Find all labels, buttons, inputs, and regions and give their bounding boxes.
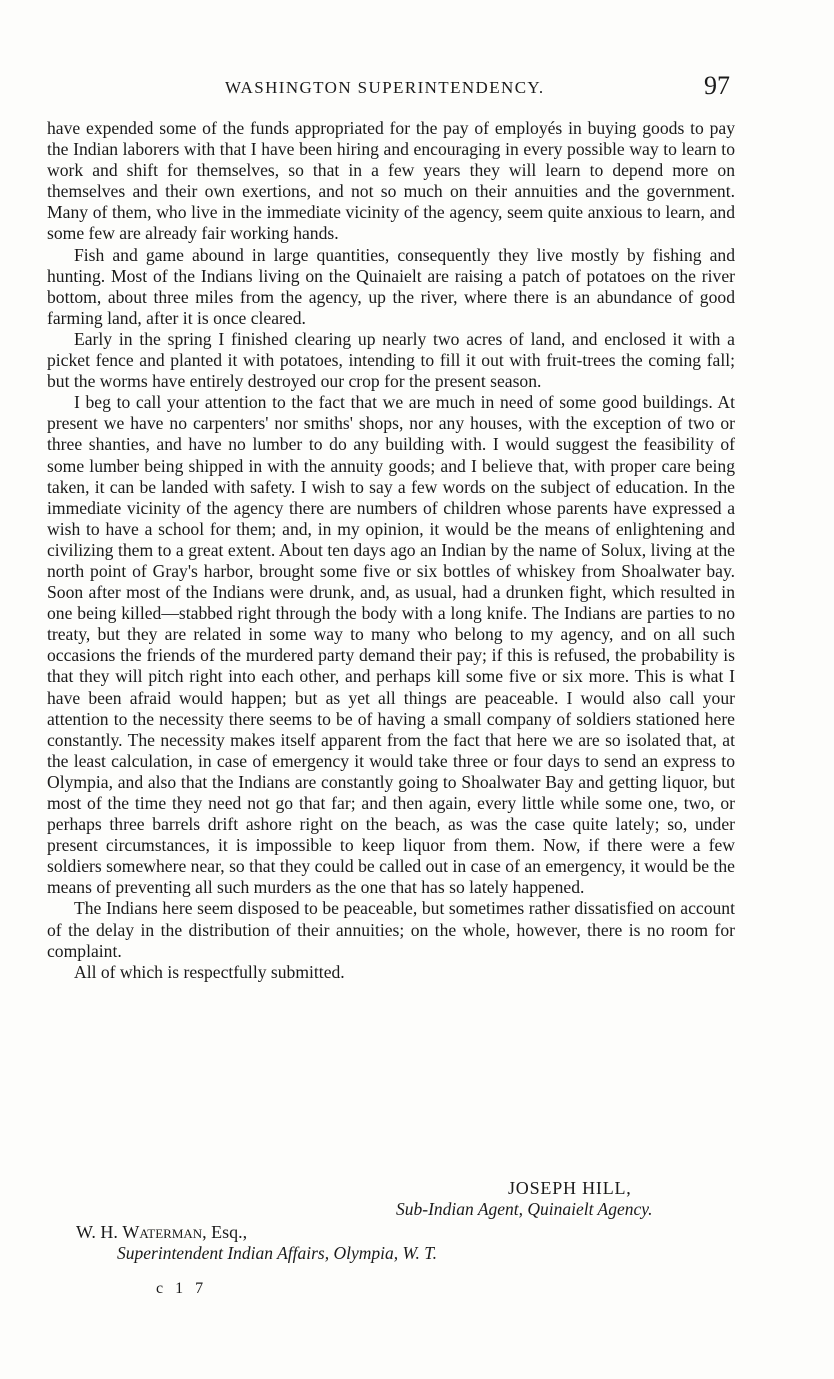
addressee-title: Superintendent Indian Affairs, Olympia, W. T. — [117, 1243, 438, 1263]
letter-body — [47, 118, 735, 983]
addressee-suffix: , Esq., — [202, 1222, 248, 1242]
paragraph-6: All of which is respectfully submitted. — [74, 961, 345, 982]
addressee-initials: W. H. — [76, 1222, 123, 1242]
addressee-surname: Waterman — [122, 1222, 203, 1242]
paragraph-2: Fish and game abound in large quantities, consequently they live mostly by fishing and hunting. Most of the Indians living on the Quinaielt are raising a patch of potatoes on the river bottom, about three miles from the agency, up the river, where there is an abundance of good farming land, after it is once cleared. — [47, 244, 735, 328]
signature-name: JOSEPH HILL, — [508, 1178, 632, 1198]
running-head: WASHINGTON SUPERINTENDENCY. — [225, 78, 545, 97]
paragraph-4: I beg to call your attention to the fact that we are much in need of some good buildings. At present we have no carpenters' nor smiths' shops, nor any houses, with the exception of two or three shanties, and have no lumber to do any building with. I would suggest the feasibility of some lumber being shipped in with the annuity goods; and I believe that, with proper care being taken, it can be landed with safety. I wish to say a few words on the subject of education. In the immediate vicinity of the agency there are numbers of children whose parents have expressed a wish to have a school for them; and, in my opinion, it would be the means of enlightening and civilizing them to a great extent. About ten days ago an Indian by the name of Solux, living at the north point of Gray's harbor, brought some five or six bottles of whiskey from Shoalwater bay. Soon after most of the Indians were drunk, and, as usual, had a drunken fight, which resulted in one being killed—stabbed right through the body with a long knife. The Indians are parties to no treaty, but they are related in some way to many who belong to my agency, and on all such occasions the friends of the murdered party demand their pay; if this is refused, the probability is that they will pitch right into each other, and perhaps kill some five or six more. This is what I have been afraid would happen; but as yet all things are peaceable. I would also call your attention to the necessity there seems to be of having a small company of soldiers stationed here constantly. The necessity makes itself apparent from the fact that here we are so isolated that, at the least calculation, in case of emergency it would take three or four days to send an express to Olympia, and also that the Indians are constantly going to Shoalwater Bay and getting liquor, but most of the time they need not go that far; and then again, every little while some one, two, or perhaps three barrels drift ashore right on the beach, as was the case quite lately; so, under present circumstances, it is impossible to keep liquor from them. Now, if there were a few soldiers somewhere near, so that they could be called out in case of an emergency, it would be the means of preventing all such murders as the one that has so lately happened. — [47, 392, 735, 898]
paragraph-3: Early in the spring I finished clearing up nearly two acres of land, and enclosed it with a picket fence and planted it with potatoes, intending to fill it out with fruit-trees the coming fall; but the worms have entirely destroyed our crop for the present season. — [47, 328, 735, 392]
addressee-name — [76, 1222, 247, 1243]
paragraph-1: have expended some of the funds appropriated for the pay of employés in buying goods to pay the Indian laborers with that I have been hiring and encouraging in every possible way to learn to work and shift for themselves, so that in a few years they will learn to depend more on themselves and their own exertions, and not so much on their annuities and the government. Many of them, who live in the immediate vicinity of the agency, seem quite anxious to learn, and some few are already fair working hands. — [47, 118, 735, 244]
page-header — [0, 71, 834, 104]
signature-title: Sub-Indian Agent, Quinaielt Agency. — [396, 1199, 653, 1219]
paragraph-5: The Indians here seem disposed to be peaceable, but sometimes rather dissatisfied on account of the delay in the distribution of their annuities; on the whole, however, there is no room for complaint. — [47, 898, 735, 961]
page-number: 97 — [704, 71, 730, 100]
printer-signature-mark: c 1 7 — [156, 1280, 208, 1297]
